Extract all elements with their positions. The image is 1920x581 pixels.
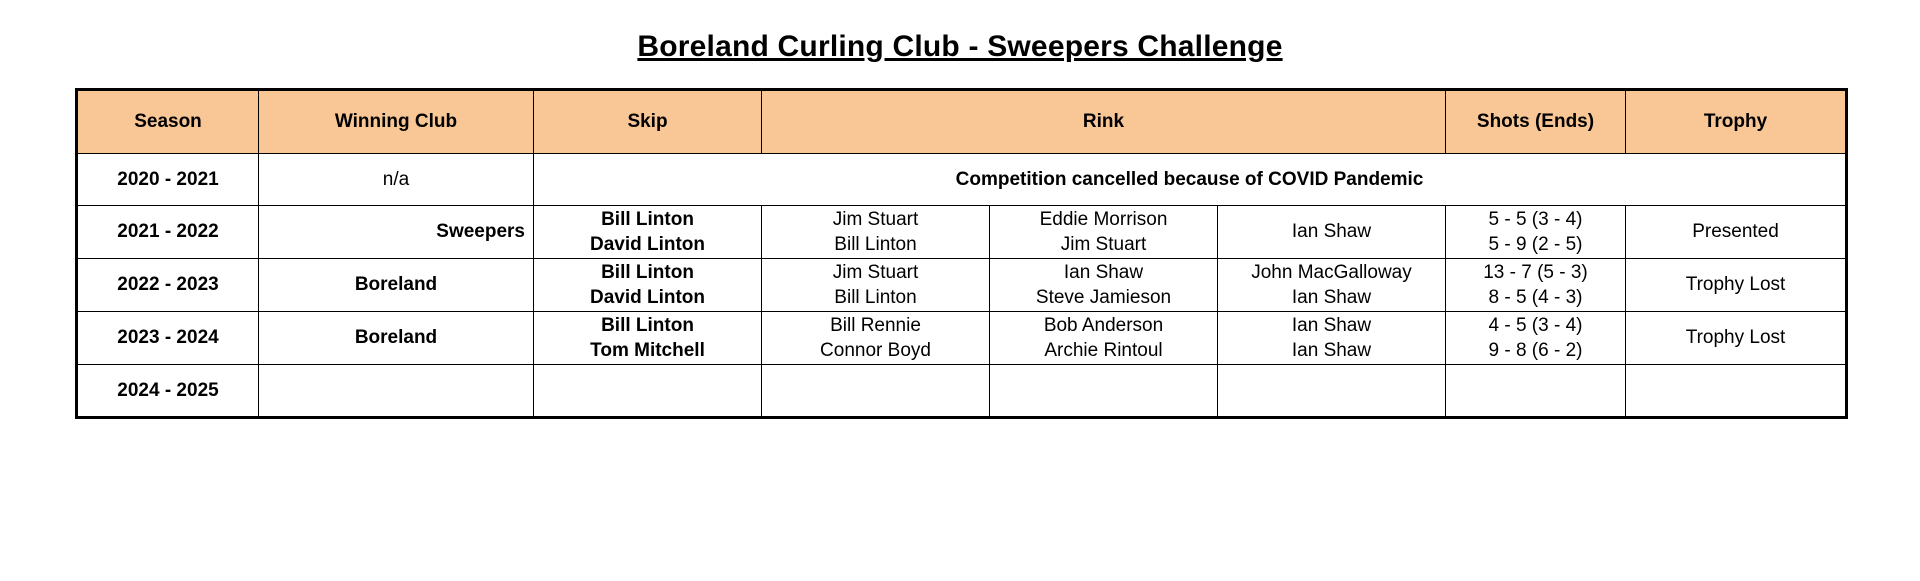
cell-rink-player-2 (990, 259, 1218, 312)
cell-rink-player-1 (762, 206, 990, 259)
cell-shots-ends (1446, 365, 1626, 418)
cell-rink-player-2 (990, 206, 1218, 259)
rink3-line-1: Ian Shaw (1291, 221, 1372, 243)
cell-skip (534, 312, 762, 365)
skip-line-1: Bill Linton (601, 261, 694, 283)
column-header-winning-club: Winning Club (259, 90, 534, 154)
table-container (75, 88, 1845, 419)
cell-winning-club: n/a (259, 154, 534, 206)
rink1-line-1: Jim Stuart (832, 208, 919, 230)
cell-skip (534, 206, 762, 259)
shots-line-1: 5 - 5 (3 - 4) (1488, 208, 1583, 230)
cell-trophy: Trophy Lost (1626, 312, 1847, 365)
sweepers-challenge-table (75, 88, 1848, 419)
cell-winning-club: Boreland (259, 259, 534, 312)
rink2-line-2: Jim Stuart (1060, 234, 1147, 255)
column-header-trophy: Trophy (1626, 90, 1847, 154)
skip-line-1: Bill Linton (601, 208, 694, 230)
cell-rink-player-3 (1218, 206, 1446, 259)
column-header-season: Season (77, 90, 259, 154)
cell-shots-ends (1446, 312, 1626, 365)
rink2-line-1: Bob Anderson (1043, 314, 1164, 336)
cell-winning-club (259, 365, 534, 418)
table-row (77, 154, 1847, 206)
cell-rink-player-3 (1218, 312, 1446, 365)
cell-rink-player-1 (762, 259, 990, 312)
table-header (77, 90, 1847, 154)
rink2-line-2: Steve Jamieson (1035, 287, 1172, 308)
cell-shots-ends (1446, 206, 1626, 259)
shots-line-1: 13 - 7 (5 - 3) (1483, 261, 1588, 283)
column-header-rink: Rink (762, 90, 1446, 154)
rink1-line-2: Connor Boyd (820, 340, 931, 361)
shots-line-1: 4 - 5 (3 - 4) (1488, 314, 1583, 336)
cell-season: 2024 - 2025 (77, 365, 259, 418)
rink1-line-1: Jim Stuart (832, 261, 919, 283)
rink1-line-2: Bill Linton (834, 287, 917, 308)
cell-season: 2021 - 2022 (77, 206, 259, 259)
shots-line-2: 5 - 9 (2 - 5) (1488, 234, 1583, 255)
cell-skip (534, 365, 762, 418)
rink3-line-1: Ian Shaw (1291, 314, 1372, 336)
cell-rink-player-3 (1218, 365, 1446, 418)
skip-line-2: David Linton (589, 234, 706, 255)
rink2-line-1: Ian Shaw (1063, 261, 1144, 283)
cell-skip (534, 259, 762, 312)
rink3-line-1: John MacGalloway (1251, 261, 1412, 283)
cell-season: 2022 - 2023 (77, 259, 259, 312)
cell-rink-player-1 (762, 365, 990, 418)
column-header-skip: Skip (534, 90, 762, 154)
rink1-line-1: Bill Rennie (830, 314, 921, 336)
cell-season: 2020 - 2021 (77, 154, 259, 206)
skip-line-1: Bill Linton (601, 314, 694, 336)
shots-line-2: 8 - 5 (4 - 3) (1488, 287, 1583, 308)
rink2-line-2: Archie Rintoul (1044, 340, 1163, 361)
cell-winning-club: Sweepers (259, 206, 534, 259)
header-row (77, 90, 1847, 154)
rink2-line-1: Eddie Morrison (1039, 208, 1168, 230)
rink1-line-2: Bill Linton (834, 234, 917, 255)
cell-rink-player-2 (990, 312, 1218, 365)
cell-trophy: Presented (1626, 206, 1847, 259)
page-title: Boreland Curling Club - Sweepers Challenge (637, 30, 1283, 63)
cell-shots-ends (1446, 259, 1626, 312)
skip-line-2: Tom Mitchell (590, 340, 705, 361)
cell-rink-player-3 (1218, 259, 1446, 312)
table-row (77, 206, 1847, 259)
cell-rink-player-2 (990, 365, 1218, 418)
table-body (77, 154, 1847, 418)
cell-trophy: Trophy Lost (1626, 259, 1847, 312)
cell-season: 2023 - 2024 (77, 312, 259, 365)
rink3-line-2: Ian Shaw (1291, 287, 1372, 308)
column-header-shots-ends: Shots (Ends) (1446, 90, 1626, 154)
table-row (77, 365, 1847, 418)
cell-winning-club: Boreland (259, 312, 534, 365)
cell-cancelled-note: Competition cancelled because of COVID Pandemic (534, 154, 1847, 206)
table-row (77, 259, 1847, 312)
table-row (77, 312, 1847, 365)
cell-rink-player-1 (762, 312, 990, 365)
rink3-line-2: Ian Shaw (1291, 340, 1372, 361)
skip-line-2: David Linton (589, 287, 706, 308)
cell-trophy (1626, 365, 1847, 418)
shots-line-2: 9 - 8 (6 - 2) (1488, 340, 1583, 361)
